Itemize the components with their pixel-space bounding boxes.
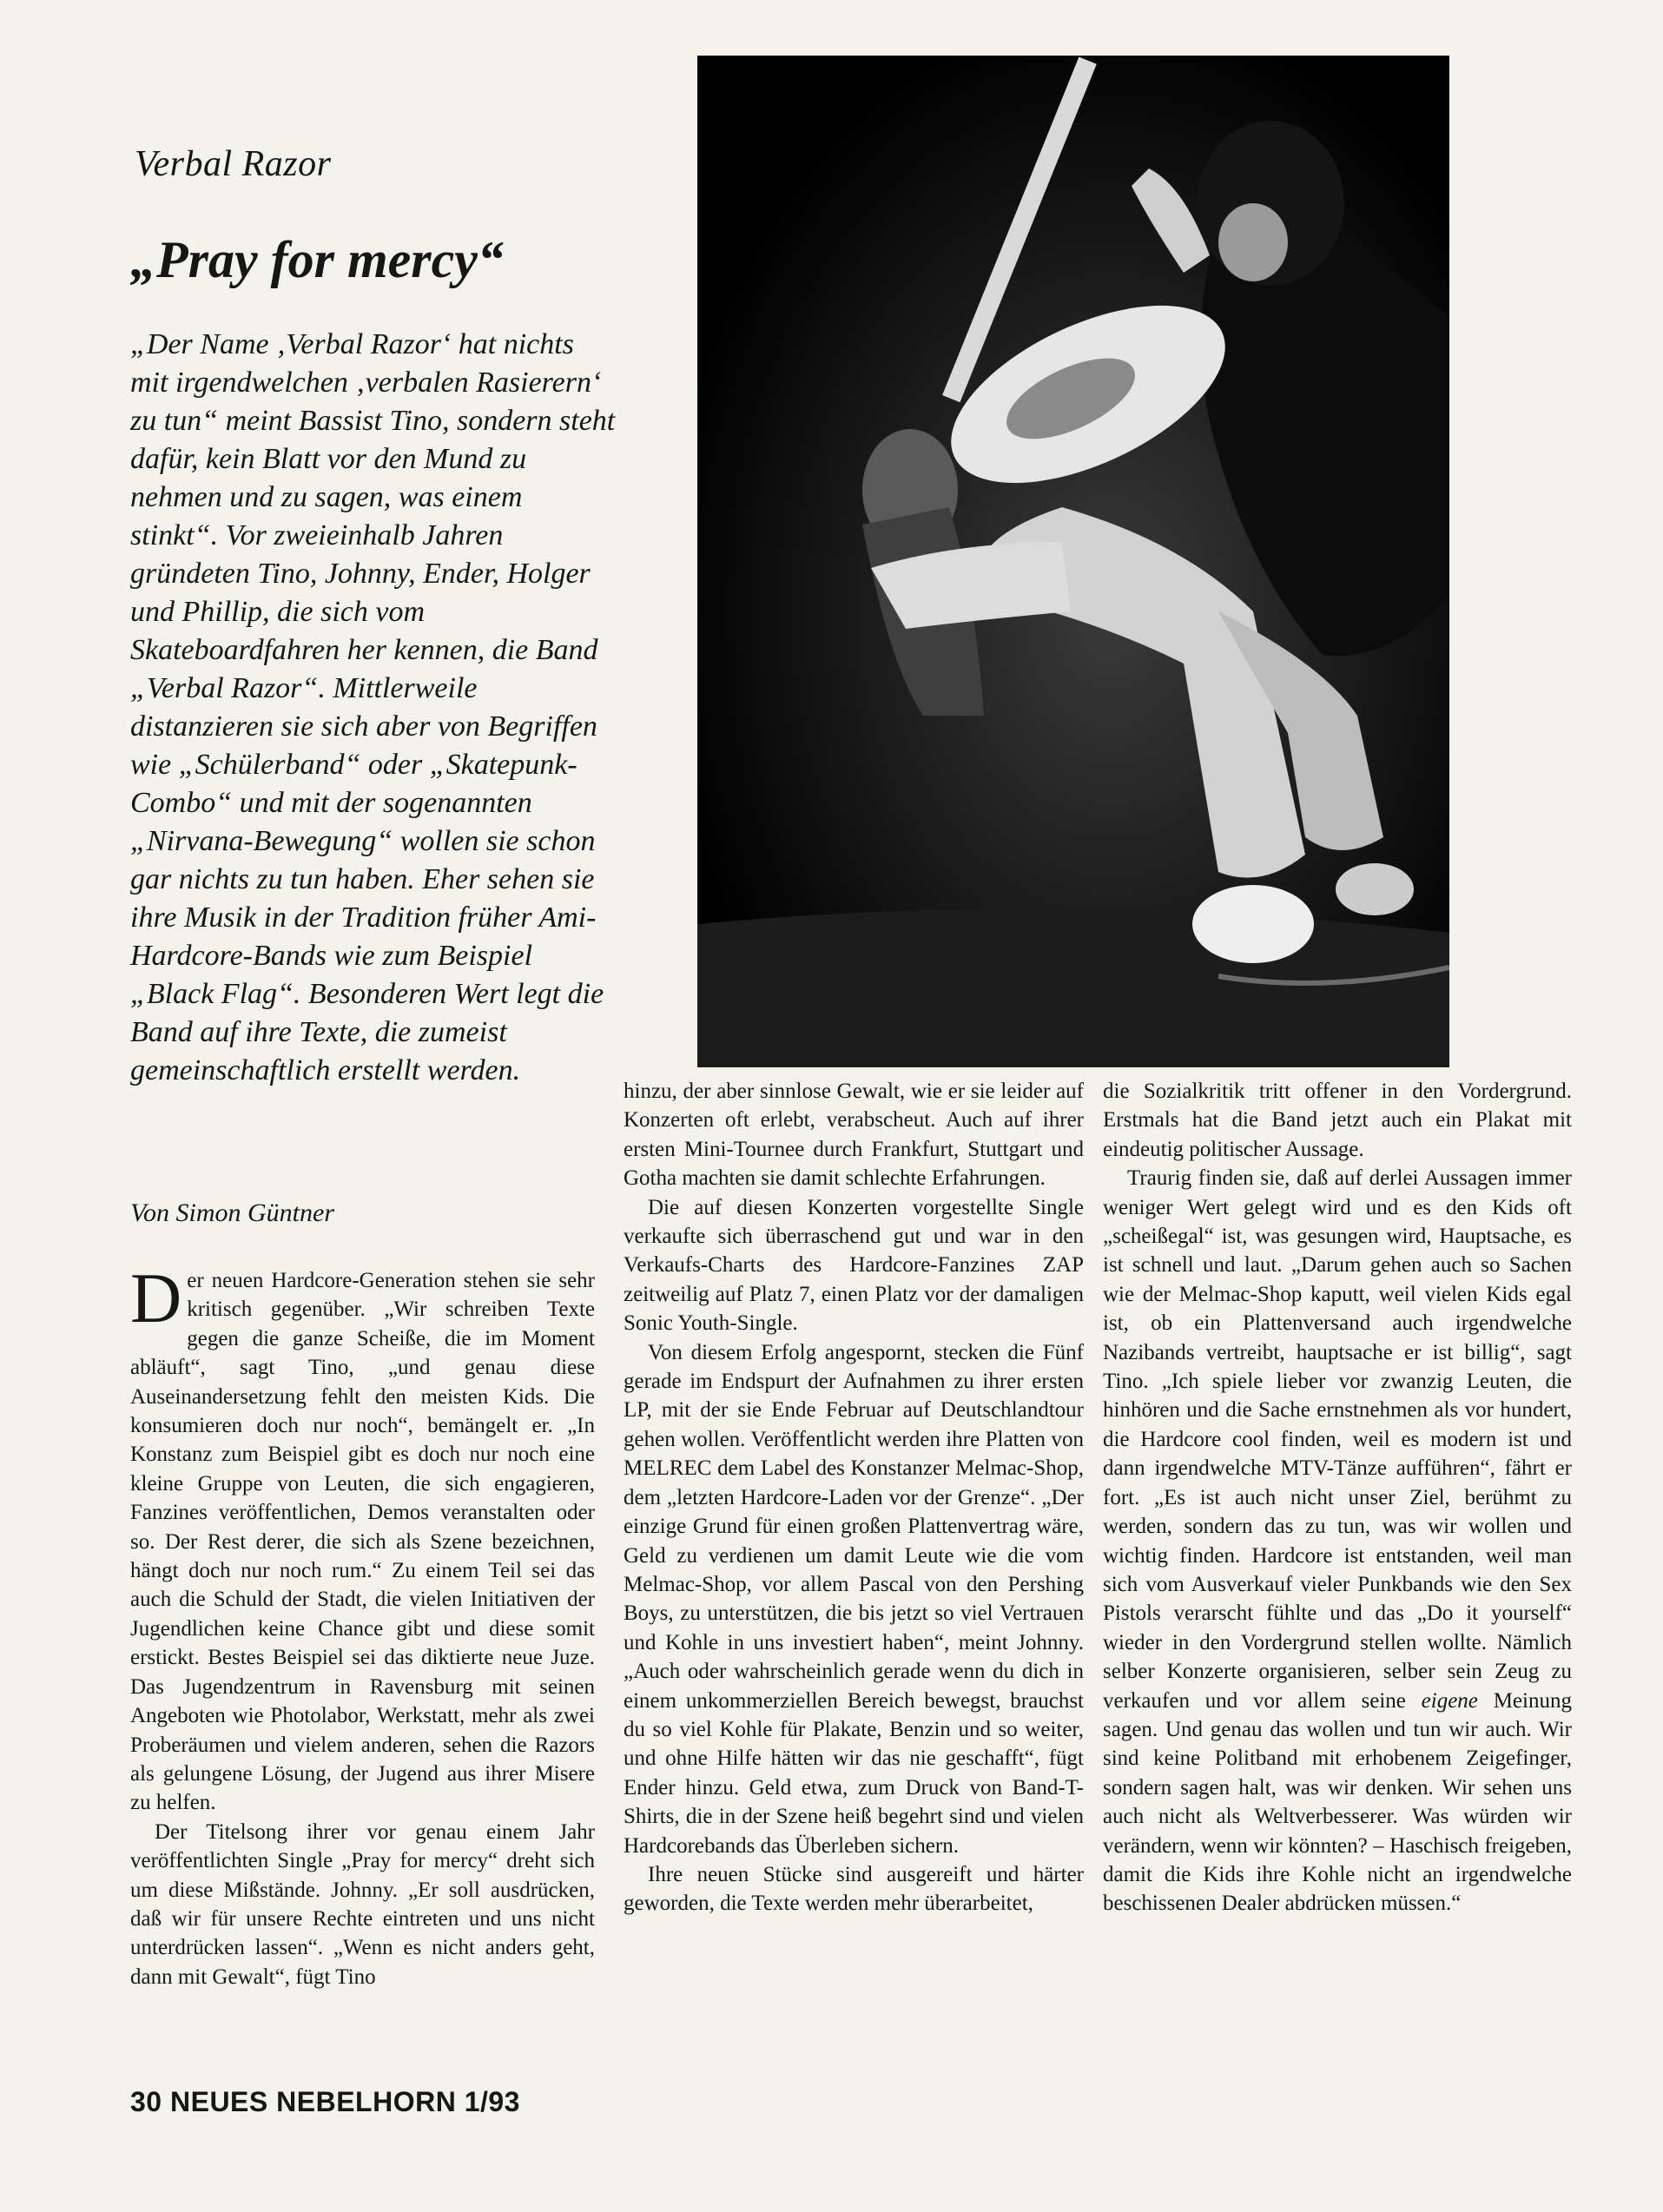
paragraph: Der neuen Hardcore-Generation stehen sie sehr kritisch gegenüber. „Wir schreiben Texte gegen die ganze Scheiße, die im Moment abläuft“, sagt Tino, „und genau diese Auseinandersetzung fehlt den meisten Kids. Die konsumieren doch nur noch“, bemängelt er. „In Konstanz zum Beispiel gibt es doch nur noch eine kleine Gruppe von Leuten, die sich engagieren, Fanzines veröffentlichen, Demos veranstalten oder so. Der Rest derer, die sich als Szene bezeichnen, hängt doch nur noch rum.“ Zu einem Teil sei das auch die Schuld der Stadt, die vielen Initiativen der Jugendlichen keine Chance gibt und diese somit erstickt. Bestes Beispiel sei das diktierte neue Juze. Das Jugendzentrum in Ravensburg mit seinen Angeboten wie Photolabor, Werkstatt, mehr als zwei Proberäumen und vielem anderen, sehen die Razors als gelungene Lösung, der Jugend aus ihrer Misere zu helfen. xyxy=(130,1258,595,1815)
byline: Von Simon Güntner xyxy=(130,1198,334,1227)
paragraph: hinzu, der aber sinnlose Gewalt, wie er sie leider auf Konzerten oft erlebt, verabscheut. Auch auf ihrer ersten Mini-Tournee durch Frankfurt, Stuttgart und Gotha machten sie damit schlechte Erfahrungen. xyxy=(624,1080,1084,1191)
emphasis: eigene xyxy=(1421,1688,1478,1713)
paragraph: Der Titelsong ihrer vor genau einem Jahr veröffentlichten Single „Pray for mercy“ dreht sich um diese Mißstände. Johnny. „Er soll ausdrücken, daß wir für unsere Rechte eintreten und uns nicht unterdrücken lassen“. „Wenn es nicht anders geht, dann mit Gewalt“, fügt Tino xyxy=(130,1819,595,1989)
body-column-2 xyxy=(624,1077,1084,1918)
guitarist-photo-image xyxy=(697,56,1449,1067)
paragraph: Von diesem Erfolg angespornt, stecken die Fünf gerade im Endspurt der Aufnahmen zu ihrer ersten LP, mit der sie Ende Februar auf Deutschlandtour gehen wollen. Veröffentlicht werden ihre Platten von MELREC dem Label des Konstanzer Melmac-Shop, dem „letzten Hardcore-Laden vor der Grenze“. „Der einzige Grund für einen großen Plattenvertrag wäre, Geld zu verdienen um damit Leute wie die vom Melmac-Shop, vor allem Pascal von den Pershing Boys, zu unterstützen, die bis jetzt so viel Vertrauen und Kohle in uns investiert haben“, meint Johnny. „Auch oder wahrscheinlich gerade wenn du dich in einem unkommerziellen Bereich bewegst, brauchst du so viel Kohle für Plakate, Benzin und so weiter, und ohne Hilfe hätten wir das nie geschafft“, fügt Ender hinzu. Geld etwa, zum Druck von Band-T-Shirts, die in der Szene heiß begehrt sind und vielen Hardcorebands das Überleben sichern. xyxy=(624,1340,1084,1858)
article-kicker: Verbal Razor xyxy=(135,144,332,184)
paragraph: die Sozialkritik tritt offener in den Vordergrund. Erstmals hat die Band jetzt auch ein Plakat mit eindeutig politischer Aussage. xyxy=(1103,1080,1572,1161)
concert-photo xyxy=(697,56,1449,1067)
intro-text: „Der Name ‚Verbal Razor‘ hat nichts mit irgendwelchen ‚verbalen Rasierern‘ zu tun“ meint Bassist Tino, sondern steht dafür, kein Blatt vor den Mund zu nehmen und zu sagen, was einem stinkt“. Vor zweieinhalb Jahren gründeten Tino, Johnny, Ender, Holger und Phillip, die sich vom Skateboardfahren her kennen, die Band „Verbal Razor“. Mittlerweile distanzieren sie sich aber von Begriffen wie „Schülerband“ oder „Skatepunk-Combo“ und mit der sogenannten „Nirvana-Bewegung“ wollen sie schon gar nichts zu tun haben. Eher sehen sie ihre Musik in der Tradition früher Ami-Hardcore-Bands wie zum Beispiel „Black Flag“. Besonderen Wert legt die Band auf ihre Texte, die zumeist gemeinschaftlich erstellt werden. xyxy=(130,328,616,1086)
body-column-1 xyxy=(130,1258,595,1991)
drop-cap: D xyxy=(130,1258,182,1337)
article-headline: „Pray for mercy“ xyxy=(130,231,504,288)
paragraph: Ihre neuen Stücke sind ausgereift und härter geworden, die Texte werden mehr überarbeitet, xyxy=(624,1862,1084,1916)
page-footer: 30 NEUES NEBELHORN 1/93 xyxy=(130,2086,520,2117)
paragraph: Traurig finden sie, daß auf derlei Aussagen immer weniger Wert gelegt wird und es den Kids oft „scheißegal“ ist, was gesungen wird, Hauptsache, es ist schnell und laut. „Darum gehen auch so Sachen wie der Melmac-Shop kaputt, weil vielen Kids egal ist, ob ein Plattenversand auch irgendwelche Nazibands vertreibt, hauptsache er ist billig“, sagt Tino. „Ich spiele lieber vor zwanzig Leuten, die hinhören und die Sache ernstnehmen als vor hundert, die Hardcore cool finden, weil es modern ist und dann irgendwelche MTV-Tänze aufführen“, fährt er fort. „Es ist auch nicht unser Ziel, berühmt zu werden, sondern das zu tun, was wir wollen und wichtig finden. Hardcore ist entstanden, weil man sich vom Ausverkauf vieler Punkbands wie den Sex Pistols verarscht fühlte und das „Do it yourself“ wieder in den Vordergrund stellen wollte. Nämlich selber Konzerte organisieren, selber sein Zeug zu verkaufen und vor allem seine eigene Meinung sagen. Und genau das wollen und tun wir auch. Wir sind keine Politband mit erhobenem Zeigefinger, sondern sagen halt, was wir denken. Wir sehen uns auch nicht als Weltverbesserer. Was würden wir verändern, wenn wir könnten? – Haschisch freigeben, damit die Kids ihre Kohle nicht an irgendwelche beschissenen Dealer abdrücken müssen.“ xyxy=(1103,1166,1572,1916)
article-intro xyxy=(130,326,617,1090)
body-column-3 xyxy=(1103,1077,1572,1918)
paragraph: Die auf diesen Konzerten vorgestellte Single verkaufte sich überraschend gut und war in den Verkaufs-Charts des Hardcore-Fanzines ZAP zeitweilig auf Platz 7, einen Platz vor der damaligen Sonic Youth-Single. xyxy=(624,1195,1084,1336)
